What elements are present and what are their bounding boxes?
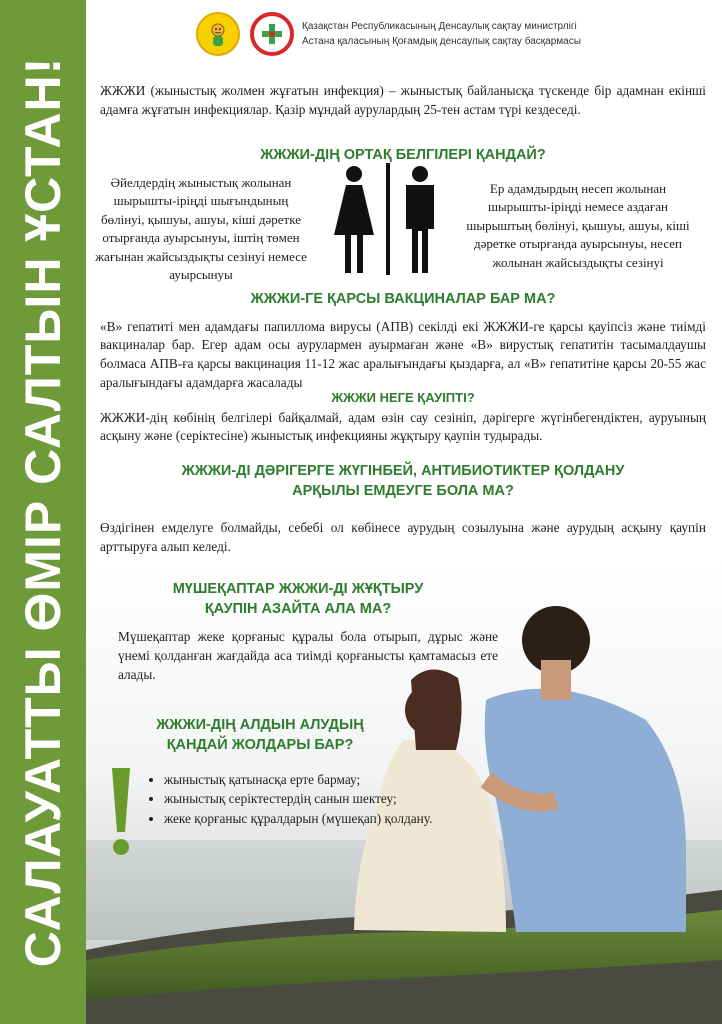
child-logo-icon	[196, 12, 240, 56]
signs-title: ЖЖЖИ-ДІҢ ОРТАҚ БЕЛГІЛЕРІ ҚАНДАЙ?	[260, 147, 546, 163]
intro-text: ЖЖЖИ (жыныстық жолмен жұғатын инфекция) – жыныстық байланысқа түскенде бір адамнан екінші адамға жұғатын инфекциялар. Қазір мұндай аурулардың 25-тен астам түрі кездеседі.	[100, 83, 706, 117]
danger-section	[100, 389, 706, 446]
antibiotics-title-line2: АРҚЫЛЫ ЕМДЕУГЕ БОЛА МА?	[292, 482, 514, 499]
sidebar-slogan: САЛАУАТТЫ ӨМІР САЛТЫН ҰСТАН!	[15, 56, 71, 968]
prevention-title	[110, 716, 410, 755]
woman-icon	[334, 166, 374, 273]
health-ministry-logo-icon	[250, 12, 294, 56]
vaccines-section	[100, 290, 706, 393]
vaccines-title: ЖЖЖИ-ГЕ ҚАРСЫ ВАКЦИНАЛАР БАР МА?	[250, 291, 556, 307]
list-item: • жыныстық қатынасқа ерте бармау;	[164, 770, 434, 789]
exclamation-icon	[104, 768, 138, 858]
danger-text: ЖЖЖИ-дің көбінің белгілері байқалмай, адам өзін сау сезініп, дәрігерге жүгінбегендіктен, ауруының асқыну және (серіктесіне) жыныстық инфекцияны жұқтыру қаупін тудырады.	[100, 409, 706, 444]
sidebar-banner	[0, 0, 86, 1024]
antibiotics-title	[100, 462, 706, 501]
antibiotics-title-line1: ЖЖЖИ-ДІ ДӘРІГЕРГЕ ЖҮГІНБЕЙ, АНТИБИОТИКТЕР ҚОЛДАНУ	[181, 463, 625, 479]
condoms-title-line1: МҮШЕҚАПТАР ЖЖЖИ-ДІ ЖҰҚТЫРУ	[172, 581, 424, 597]
condoms-text: Мүшеқаптар жеке қорғаныс құралы бола отырып, дұрыс және үнемі қолданған жағдайда аса тиімді қорғанысты қамтамасыз ете алады.	[118, 629, 498, 682]
prevention-title-line2: ҚАНДАЙ ЖОЛДАРЫ БАР?	[166, 736, 354, 753]
danger-title: ЖЖЖИ НЕГЕ ҚАУІПТІ?	[331, 390, 475, 405]
antibiotics-text: Өздігінен емделуге болмайды, себебі ол көбінесе аурудың созылуына және аурудың асқыну қаупін арттыруға алып келеді.	[100, 520, 706, 554]
prevention-section	[110, 716, 410, 755]
man-icon	[406, 166, 434, 273]
condoms-section	[118, 580, 478, 619]
header	[196, 12, 581, 56]
vaccines-text: «В» гепатиті мен адамдағы папиллома вирусы (АПВ) секілді екі ЖЖЖИ-ге қарсы қауіпсіз және тиімді вакциналар бар. Егер адам осы аурулармен ауырмаған және «В» вирустық гепатитін тасымалдаушы болмаса АПВ-ға қарсы вакцинация 11-12 жас аралығындағы қыздарға, ал «В» гепатитіне қарсы 20-55 жас аралығындағы адамдарға жасалады	[100, 318, 706, 391]
condoms-title	[118, 580, 478, 619]
header-department: Астана қаласының Қоғамдық денсаулық сақтау басқармасы	[302, 36, 581, 47]
header-ministry: Қазақстан Республикасының Денсаулық сақтау министрлігі	[302, 21, 577, 32]
gender-icon-group	[328, 163, 448, 275]
intro-section	[100, 82, 706, 120]
women-symptoms-text: Әйелдердің жыныстық жолынан шырышты-іріңді шығындының бөлінуі, қышуы, ашуы, кіші дәретке отырғанда ауырсынуы, іштің төмен жағынан жайсыздықты сезінуі немесе ауырсынуы	[95, 175, 307, 283]
list-item: • жеке қорғаныс құралдарын (мүшеқап) қолдану.	[164, 809, 434, 828]
header-organization	[302, 19, 581, 49]
list-item: • жыныстық серіктестердің санын шектеу;	[164, 789, 434, 808]
prevention-list	[148, 770, 434, 828]
condoms-title-line2: ҚАУПІН АЗАЙТА АЛА МА?	[204, 600, 392, 617]
divider-bar	[386, 163, 390, 275]
antibiotics-section	[100, 462, 706, 557]
prevention-title-line1: ЖЖЖИ-ДІҢ АЛДЫН АЛУДЫҢ	[156, 717, 364, 733]
men-symptoms-text: Ер адамдырдың несеп жолынан шырышты-іріңді немесе аздаған шырыштың бөлінуі, қышуы, ашуы, кіші дәретке отырғанда ауырсынуы, несеп жолынан жайсыздықты сезінуі	[466, 181, 690, 270]
